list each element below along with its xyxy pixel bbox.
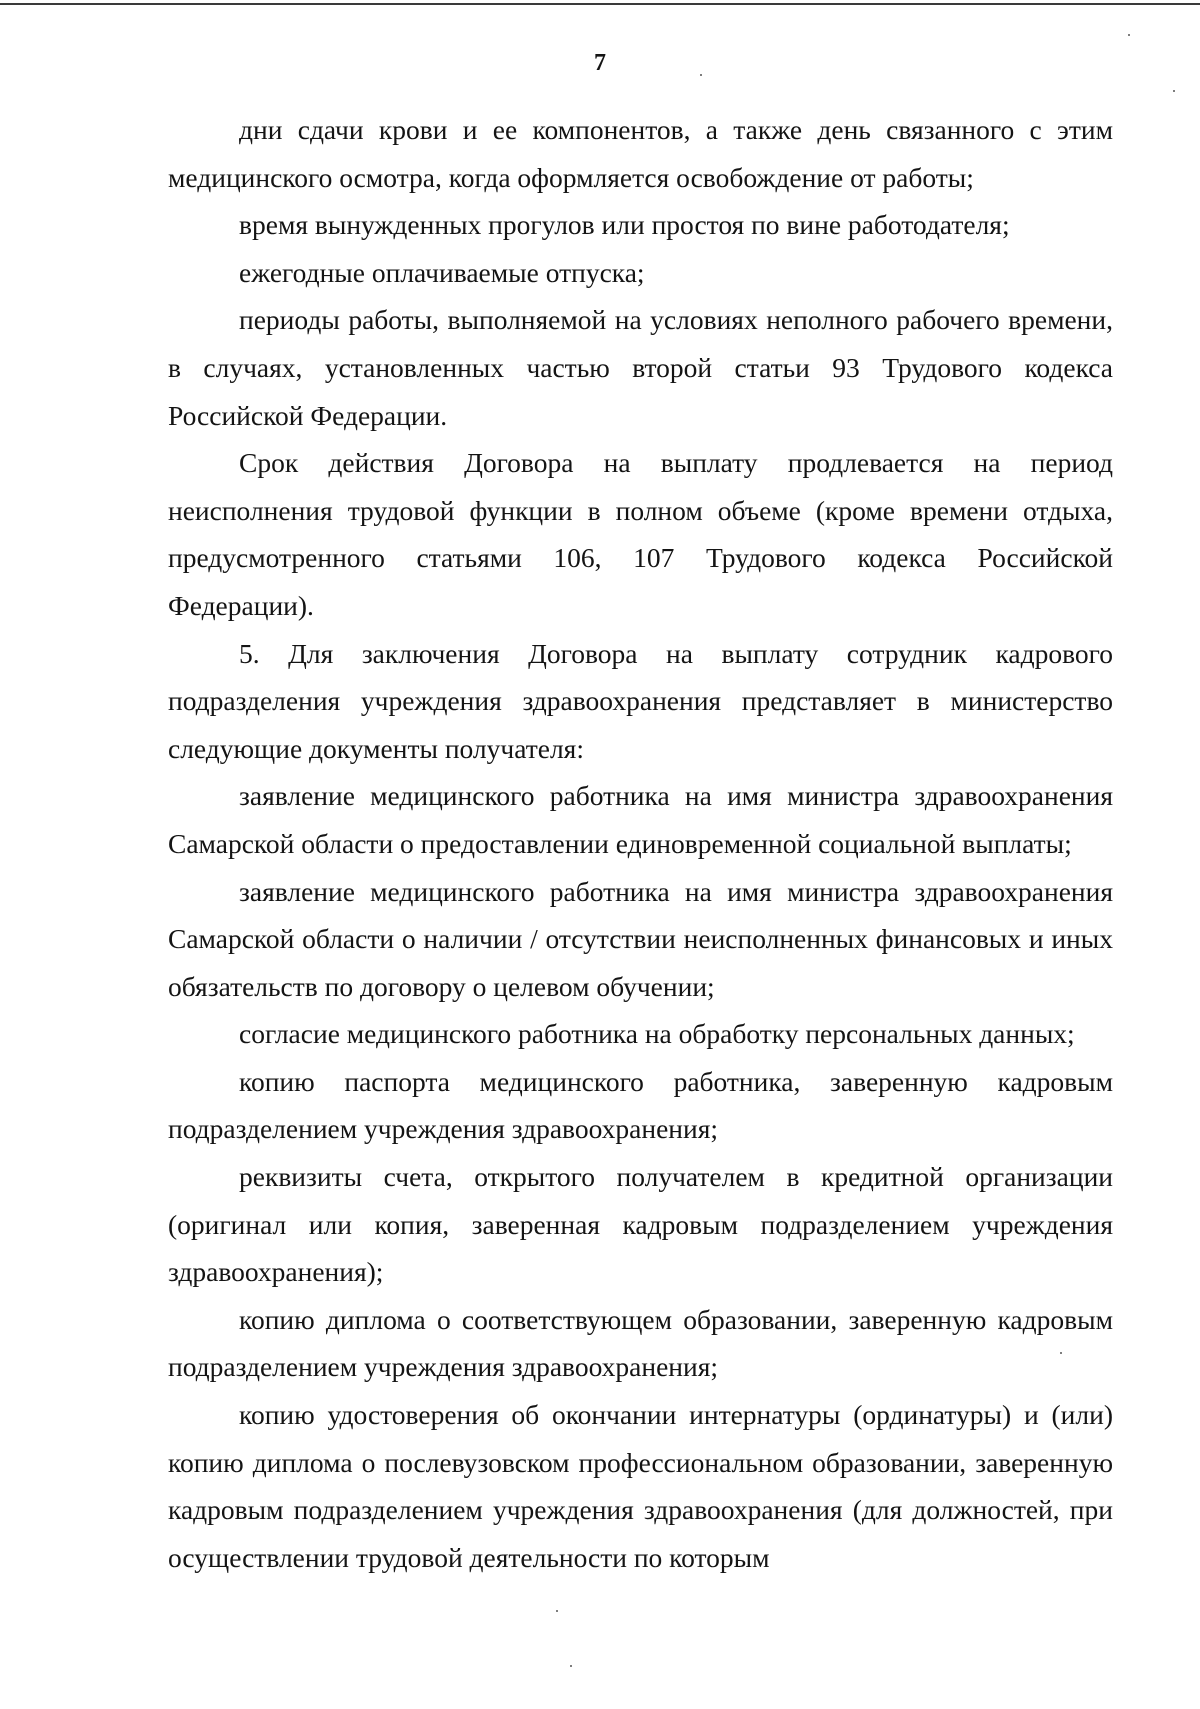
paragraph-blood-donation-days: дни сдачи крови и ее компонентов, а также день связанного с этим медицинского осмотра, когда оформляется освобождение от работы; [168, 114, 1113, 193]
paragraph-diploma-copy: копию диплома о соответствующем образовании, заверенную кадровым подразделением учреждения здравоохранения; [168, 1303, 1113, 1383]
scan-speck [570, 1665, 572, 1667]
page-number: 7 [594, 50, 606, 76]
scan-speck [1128, 34, 1130, 36]
paragraph-contract-term-extension: Срок действия Договора на выплату продлевается на период неисполнения трудовой функции в полном объеме (кроме времени отдыха, предусмотренного статьями 106, 107 Трудового кодекса Российской Федерации). [168, 447, 1113, 621]
scan-speck [556, 1610, 558, 1612]
paragraph-internship-certificate: копию удостоверения об окончании интернатуры (ординатуры) и (или) копию диплома о послевузовском профессиональном образовании, заверенную кадровым подразделением учреждения здравоохранения (для должностей, при осуществлении трудовой деятельности по которым [168, 1399, 1113, 1573]
paragraph-item-5-documents: 5. Для заключения Договора на выплату сотрудник кадрового подразделения учреждения здравоохранения представляет в министерство следующие документы получателя: [168, 637, 1113, 764]
paragraph-annual-leave: ежегодные оплачиваемые отпуска; [239, 256, 645, 288]
document-body [168, 106, 1113, 1581]
top-border-line [0, 3, 1200, 5]
paragraph-part-time-periods: периоды работы, выполняемой на условиях неполного рабочего времени, в случаях, установленных частью второй статьи 93 Трудового кодекса Российской Федерации. [168, 304, 1113, 431]
paragraph-application-payment: заявление медицинского работника на имя министра здравоохранения Самарской области о предоставлении единовременной социальной выплаты; [168, 780, 1113, 859]
paragraph-application-obligations: заявление медицинского работника на имя министра здравоохранения Самарской области о наличии / отсутствии неисполненных финансовых и иных обязательств по договору о целевом обучении; [168, 875, 1113, 1002]
paragraph-passport-copy: копию паспорта медицинского работника, заверенную кадровым подразделением учреждения здравоохранения; [168, 1065, 1113, 1145]
scan-speck [700, 74, 702, 76]
paragraph-forced-absence: время вынужденных прогулов или простоя по вине работодателя; [239, 209, 1010, 241]
scan-speck [1060, 1352, 1062, 1354]
paragraph-personal-data-consent: согласие медицинского работника на обработку персональных данных; [239, 1018, 1075, 1050]
scan-speck [1173, 90, 1175, 92]
paragraph-bank-details: реквизиты счета, открытого получателем в кредитной организации (оригинал или копия, заверенная кадровым подразделением учреждения здравоохранения); [168, 1161, 1113, 1288]
